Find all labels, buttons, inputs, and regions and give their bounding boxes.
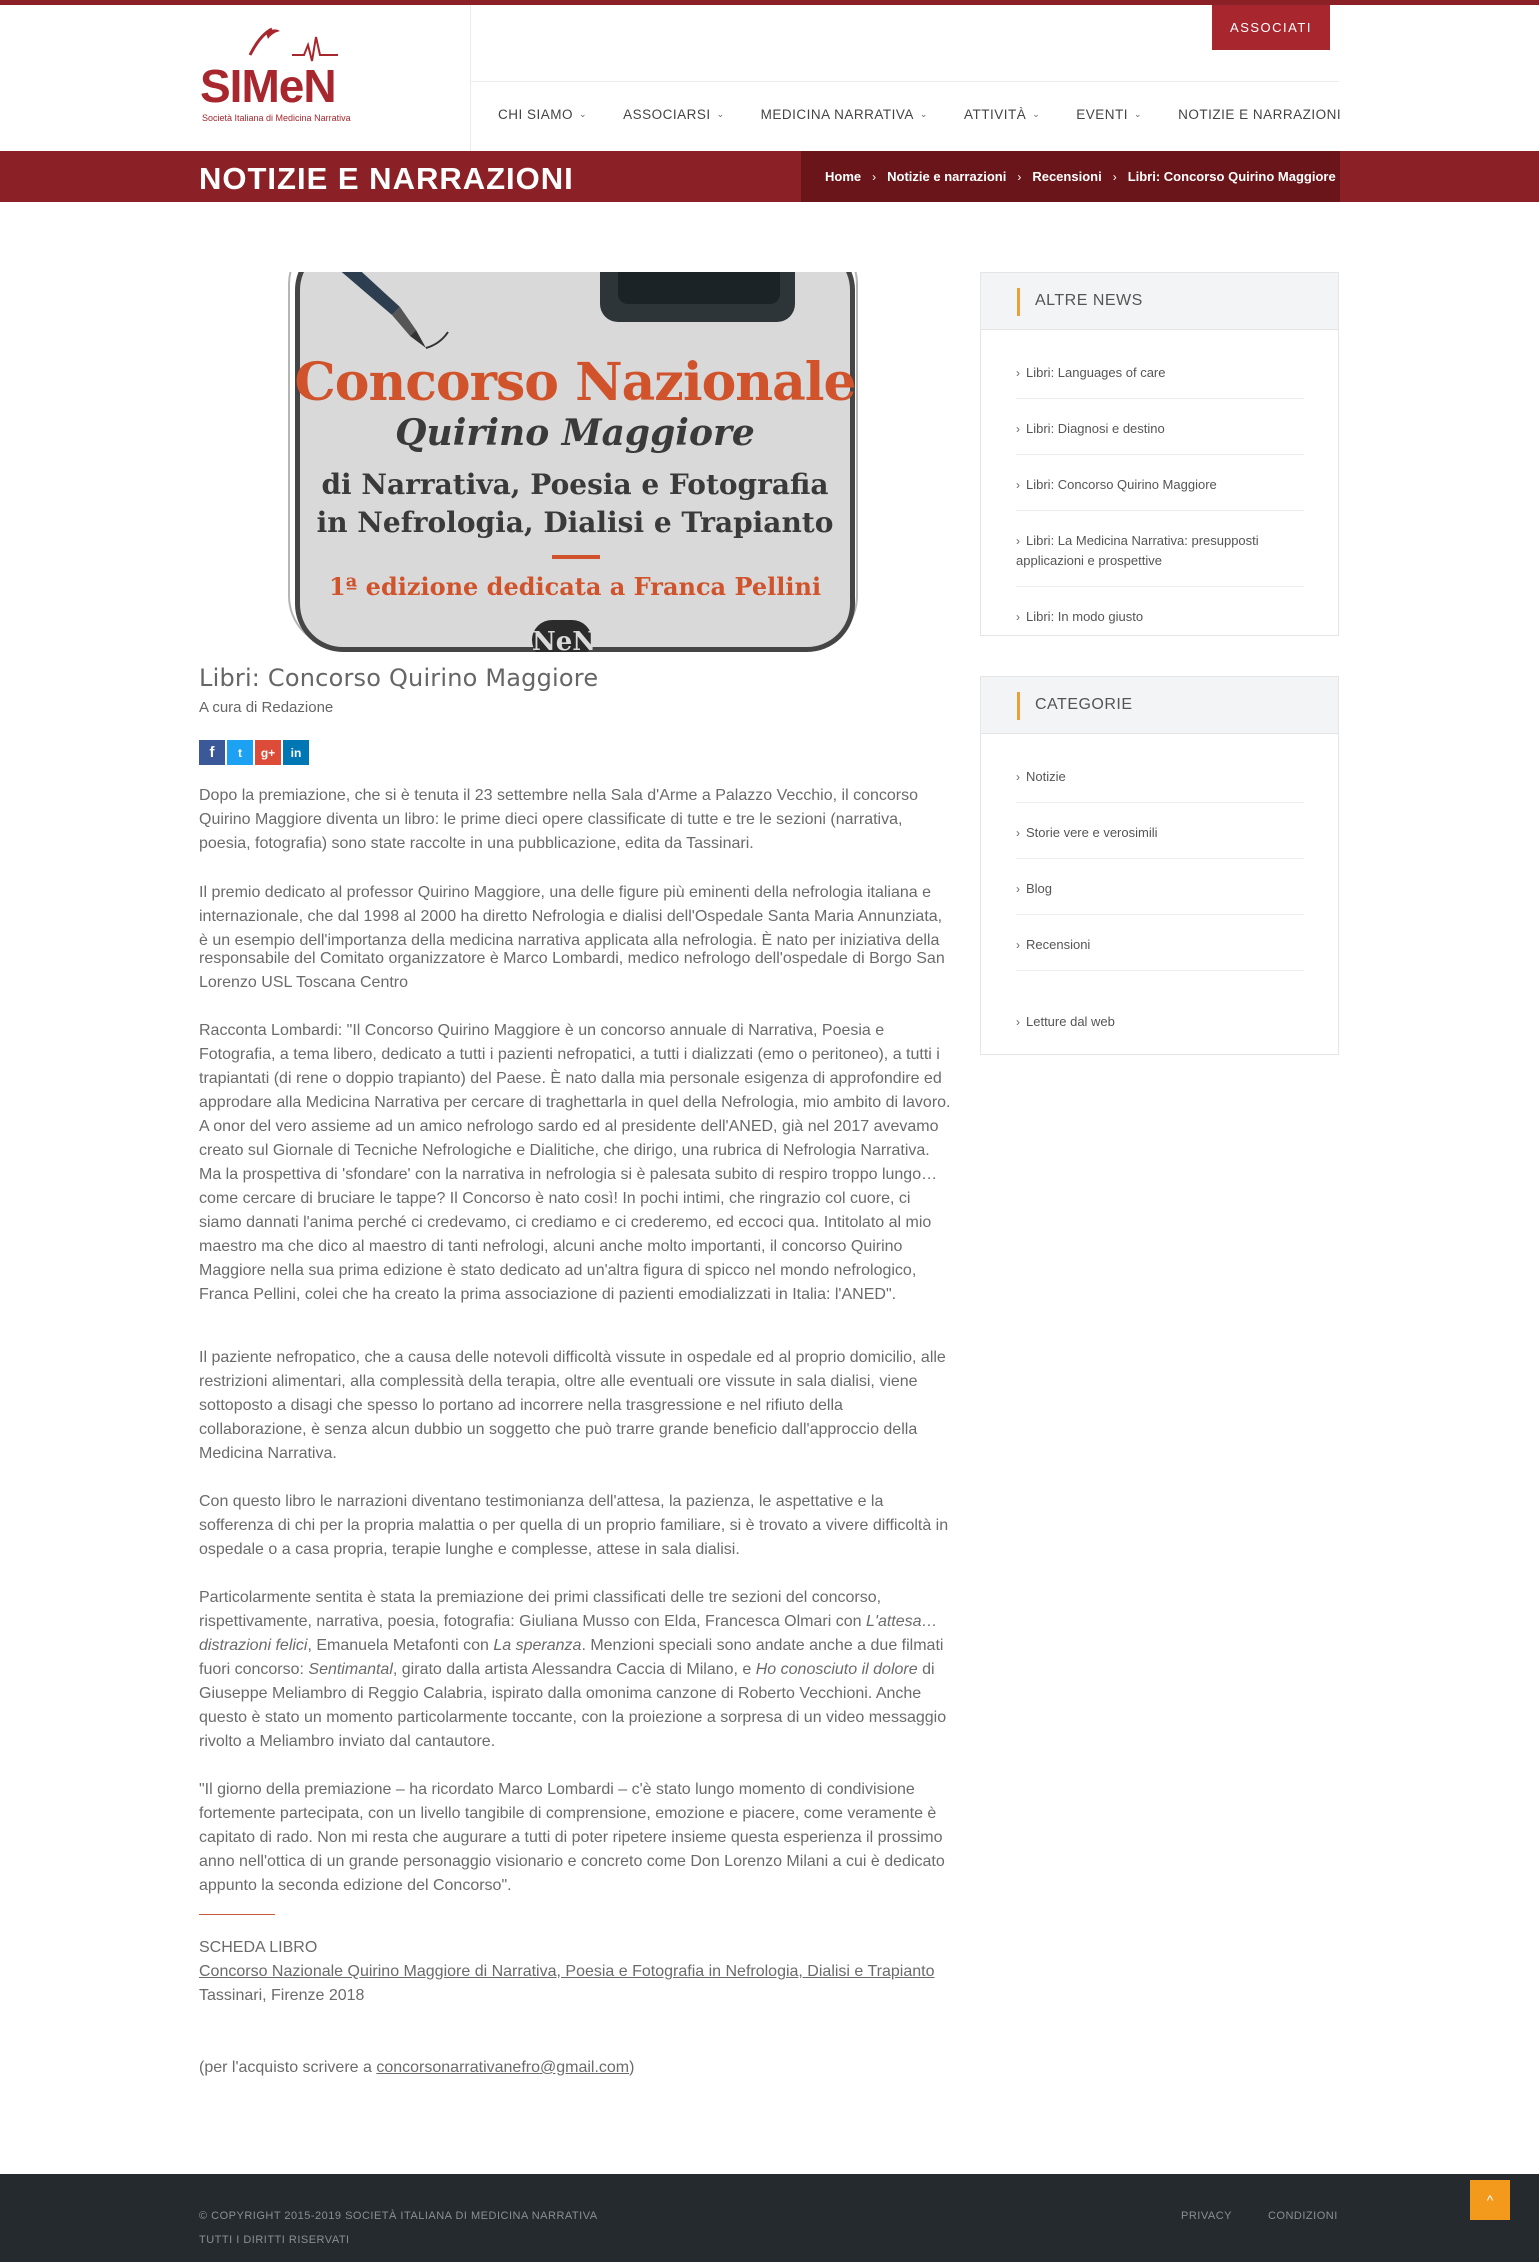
main-nav [498,107,1341,122]
google-plus-icon[interactable]: g+ [255,740,281,765]
chevron-right-icon: › [1016,610,1020,624]
chevron-right-icon: › [1017,169,1022,184]
chevron-right-icon: › [1016,770,1020,784]
hero-heading: Concorso Nazionale [294,352,856,413]
breadcrumb-current: Libri: Concorso Quirino Maggiore [1127,169,1336,184]
nav-label: MEDICINA NARRATIVA [760,107,914,122]
news-link[interactable]: Libri: Diagnosi e destino [1026,421,1165,436]
article-author: A cura di Redazione [199,699,334,716]
chevron-right-icon: › [1112,169,1117,184]
fountain-pen-icon [330,272,450,352]
text-run: Particolarmente sentita è stata la premiazione dei primi classificati delle tre sezioni del concorso, rispettivamente, narrativa, poesia, fotografia: Giuliana Musso con Elda, Francesca Olmari con [199,1589,882,1630]
article-paragraph: Il paziente nefropatico, che a causa delle notevoli difficoltà vissute in ospedale ed al proprio domicilio, alle restrizioni alimentari, alla complessità della terapia, oltre alle eventuali ore vissute in sala dialisi, viene sottoposto a disagi che spesso lo portano ad incorrere nella trasgressione e nel rifiuto della collaborazione, è senza alcun dubbio un soggetto che può trarre grande beneficio dall'approccio della Medicina Narrativa. [199,1349,946,1462]
category-link[interactable]: Notizie [1026,769,1066,784]
book-link[interactable]: Concorso Nazionale Quirino Maggiore di Narrativa, Poesia e Fotografia in Nefrologia, Dialisi e Trapianto [199,1963,935,1980]
chevron-right-icon: › [1016,826,1020,840]
nav-label: ASSOCIARSI [623,107,711,122]
hero-logo-badge: NeN [532,620,592,652]
category-link[interactable]: Storie vere e verosimili [1026,825,1158,840]
text-run: , girato dalla artista Alessandra Caccia di Milano, e [392,1661,756,1678]
italic-title: La speranza [493,1637,582,1654]
chevron-right-icon: › [1016,366,1020,380]
news-item[interactable] [1016,414,1304,455]
category-item[interactable] [1016,818,1304,859]
breadcrumb [801,151,1340,202]
widget-header [981,677,1338,734]
text-run: , Emanuela Metafonti con [307,1637,494,1654]
text-run: (per l'acquisto scrivere a [199,2059,377,2076]
article-paragraph: Con questo libro le narrazioni diventano testimonianza dell'attesa, la pazienza, le aspettative e la sofferenza di chi per la propria malattia o per quella di un proprio familiare, si è trovato a vivere difficoltà in ospedale o a casa propria, terapie lunghe e complesse, attese in sala dialisi. [199,1493,949,1558]
chevron-right-icon: › [1016,882,1020,896]
page-title: NOTIZIE E NARRAZIONI [199,161,574,196]
article-paragraph: Racconta Lombardi: "Il Concorso Quirino Maggiore è un concorso annuale di Narrativa, Poesia e Fotografia, a tema libero, dedicato a tutti i pazienti nefropatici, a tutti i dializzati (emo o peritoneo), a tutti i trapiantati (di rene o doppio trapianto) del Paese. È nato dalla mia personale esigenza di approfondire ed approdare alla Medicina Narrativa per cercare di traghettarla in quel della Nefrologia, mio ambito di lavoro. A onor del vero assieme ad un amico nefrologo sardo ed al presidente dell'ANED, già nel 2017 avevamo creato sul Giornale di Tecniche Nefrologiche e Dialitiche, che dirigo, una rubrica di Nefrologia Narrativa. Ma la prospettiva di 'sfondare' con la narrativa in nefrologia si è palesata subito di respiro troppo lungo… come cercare di bruciare le tappe? Il Concorso è nato così! In pochi intimi, che ringrazio col cuore, ci siamo dannati l'anima perché ci credevamo, ci crediamo e ci crederemo, ed eccoci qua. Intitolato al mio maestro ma che dico al maestro di tanti nefrologi, alcuni anche molto importanti, il concorso Quirino Maggiore nella sua prima edizione è stato dedicato ad un'altra figura di spicco nel mondo nefrologico, Franca Pellini, colei che ha creato la prima associazione di pazienti emodializzati in Italia: l'ANED". [199,1022,951,1303]
footer-links [1181,2210,1338,2222]
article-paragraph: "Il giorno della premiazione – ha ricordato Marco Lombardi – c'è stato lungo momento di condivisione fortemente partecipata, con un livello tangibile di comprensione, emozione e piacere, come veramente è capitato di rado. Non mi resta che augurare a tutti di poter ripetere insieme questa esperienza il prossimo anno nell'ottica di un grande personaggio visionario e concreto come Don Lorenzo Milani a cui è dedicato appunto la seconda edizione del Concorso". [199,1781,945,1894]
book-publisher: Tassinari, Firenze 2018 [199,1987,365,2004]
social-share [199,740,309,765]
widget-altre-news [980,272,1339,636]
section-divider [199,1914,275,1915]
header-divider [470,5,471,151]
news-item[interactable] [1016,602,1304,642]
news-link[interactable]: Libri: La Medicina Narrativa: presupposti applicazioni e prospettive [1016,533,1259,568]
nav-associarsi[interactable] [623,107,725,122]
header-divider [471,81,1339,82]
page-title-bar [0,151,1539,202]
news-item[interactable] [1016,470,1304,511]
breadcrumb-notizie[interactable]: Notizie e narrazioni [887,169,1007,184]
widget-title: CATEGORIE [1035,696,1133,713]
site-logo[interactable] [200,25,350,131]
copyright-text: © COPYRIGHT 2015-2019 SOCIETÀ ITALIANA DI MEDICINA NARRATIVA [199,2210,598,2222]
hero-divider [552,555,600,559]
article-title: Libri: Concorso Quirino Maggiore [199,664,599,692]
italic-title: Ho conosciuto il dolore [755,1661,918,1678]
nav-eventi[interactable] [1076,107,1142,122]
category-item[interactable] [1016,874,1304,915]
nav-attivita[interactable] [964,107,1040,122]
article-paragraph: responsabile del Comitato organizzatore è Marco Lombardi, medico nefrologo dell'ospedale di Borgo San Lorenzo USL Toscana Centro [199,950,945,991]
hero-subheading: Quirino Maggiore [395,412,755,454]
rights-text: TUTTI I DIRITTI RISERVATI [199,2234,350,2246]
widget-accent-bar [1017,288,1020,316]
category-item[interactable] [1016,762,1304,803]
italic-title: L'attesa…distrazioni felici [199,1613,938,1654]
hero-device-screen [618,272,780,304]
category-link[interactable]: Letture dal web [1026,1014,1115,1029]
chevron-right-icon: › [1016,1015,1020,1029]
nav-chi-siamo[interactable] [498,107,587,122]
category-link[interactable]: Blog [1026,881,1053,896]
nav-notizie-narrazioni[interactable] [1178,107,1341,122]
news-link[interactable]: Libri: In modo giusto [1026,609,1144,624]
chevron-right-icon: › [872,169,877,184]
facebook-icon[interactable]: f [199,740,225,765]
widget-title: ALTRE NEWS [1035,292,1143,309]
text-run: . Menzioni speciali sono andate anche a due filmati fuori concorso: [199,1637,944,1678]
twitter-icon[interactable]: t [227,740,253,765]
conditions-link[interactable]: CONDIZIONI [1267,2210,1338,2222]
category-list [1016,762,1304,1062]
linkedin-icon[interactable]: in [283,740,309,765]
news-item[interactable] [1016,526,1304,587]
hero-text: di Narrativa, Poesia e Fotografia [321,468,829,501]
widget-accent-bar [1017,692,1020,720]
chevron-down-icon: ⌄ [579,109,588,119]
article-paragraph: Il premio dedicato al professor Quirino Maggiore, una delle figure più eminenti della nefrologia italiana e internazionale, che dal 1998 al 2000 ha diretto Nefrologia e dialisi dell'Ospedale Santa Maria Annunziata, è un esempio dell'importanza della medicina narrativa applicata alla nefrologia. È nato per iniziativa della [199,884,943,949]
privacy-link[interactable]: PRIVACY [1181,2210,1232,2222]
widget-categorie [980,676,1339,1055]
associati-button[interactable]: ASSOCIATI [1212,5,1330,50]
article-paragraph: Dopo la premiazione, che si è tenuta il 23 settembre nella Sala d'Arme a Palazzo Vecchio, il concorso Quirino Maggiore diventa un libro: le prime dieci opere classificate di tutte e tre le sezioni (narrativa, poesia, fotografia) sono state raccolte in una pubblicazione, edita da Tassinari. [199,787,918,852]
news-link[interactable]: Libri: Languages of care [1026,365,1166,380]
chevron-right-icon: › [1016,534,1020,548]
site-footer [0,2174,1539,2262]
category-item[interactable] [1016,930,1304,971]
nav-label: CHI SIAMO [498,107,574,122]
chevron-down-icon: ⌄ [919,109,928,119]
logo-subtitle: Società Italiana di Medicina Narrativa [202,113,351,123]
breadcrumb-home[interactable]: Home [825,169,862,184]
nav-label: NOTIZIE E NARRAZIONI [1178,107,1342,122]
text-run: di Giuseppe Meliambro di Reggio Calabria, ispirato dalla omonima canzone di Roberto Vecchioni. Anche questo è stato un momento particolarmente toccante, con la proiezione a sorpresa di un video messaggio rivolto a Meliambro inviato dal cantautore. [199,1661,947,1750]
chevron-right-icon: › [1016,938,1020,952]
email-link[interactable]: concorsonarrativanefro@gmail.com [376,2059,630,2076]
nav-label: ATTIVITÀ [963,107,1027,122]
news-link[interactable]: Libri: Concorso Quirino Maggiore [1026,477,1217,492]
logo-wordmark: SIMeN [200,60,336,112]
chevron-right-icon: › [1016,422,1020,436]
site-header [0,5,1539,151]
book-card-label: SCHEDA LIBRO [199,1939,318,1956]
chevron-down-icon: ⌄ [1134,109,1143,119]
news-list [1016,358,1304,657]
chevron-down-icon: ⌄ [1032,109,1041,119]
text-run: ) [629,2059,635,2076]
category-item[interactable] [1016,1007,1304,1047]
book-card [199,1936,951,2008]
article-hero-image [200,272,950,652]
chevron-down-icon: ⌄ [716,109,725,119]
scroll-to-top-button[interactable]: ^ [1470,2180,1510,2220]
news-item[interactable] [1016,358,1304,399]
article-paragraph [199,1586,951,1754]
purchase-note [199,2056,951,2080]
category-link[interactable]: Recensioni [1026,937,1091,952]
chevron-right-icon: › [1016,478,1020,492]
italic-title: Sentimantal [308,1661,393,1678]
breadcrumb-recensioni[interactable]: Recensioni [1032,169,1102,184]
nav-label: EVENTI [1076,107,1129,122]
nav-medicina-narrativa[interactable] [761,107,928,122]
hero-edition: 1ª edizione dedicata a Franca Pellini [328,572,822,601]
widget-header [981,273,1338,330]
hero-text: in Nefrologia, Dialisi e Trapianto [316,506,834,539]
